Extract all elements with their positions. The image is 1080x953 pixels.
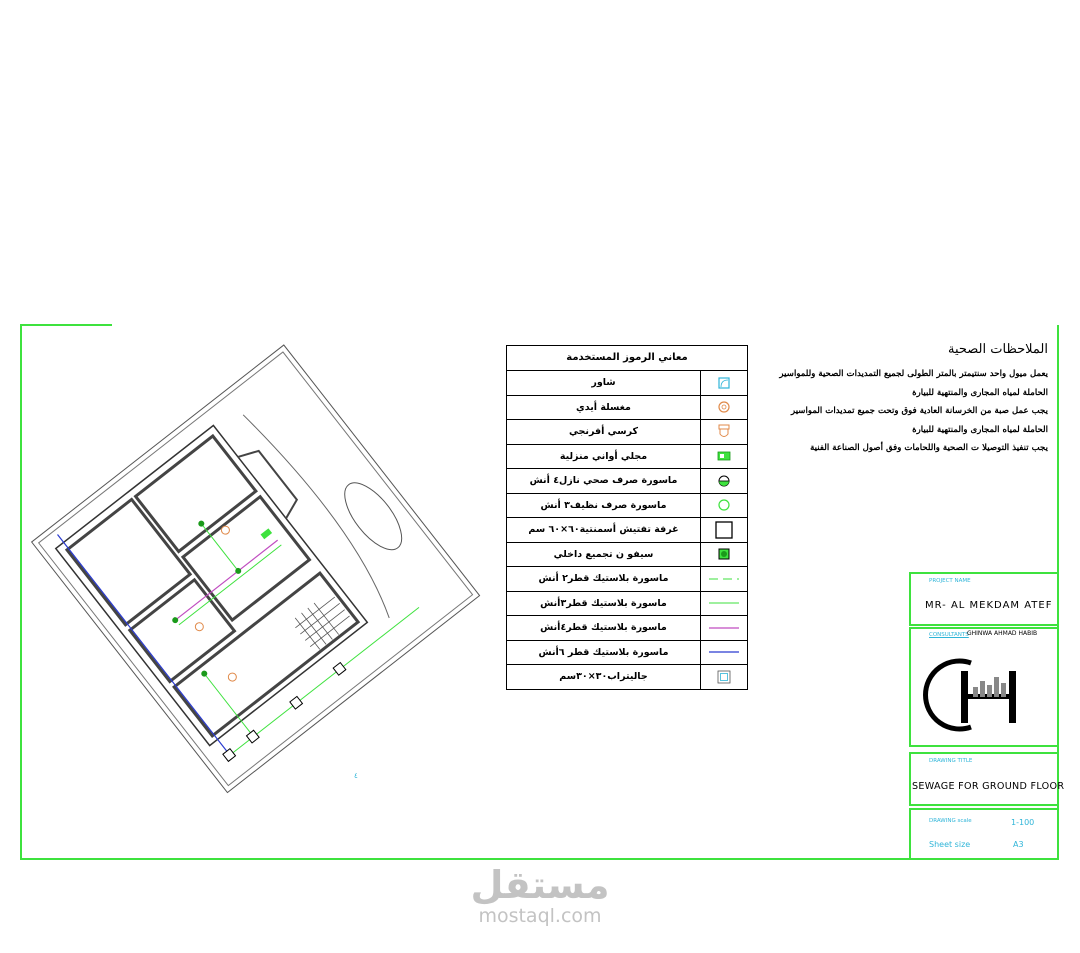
sheet-size-label: Sheet size: [929, 840, 971, 849]
legend-row: [507, 420, 747, 445]
shower-icon: [701, 371, 747, 395]
svg-text:٤: ٤: [354, 772, 358, 780]
pipe-2in-dashed-icon: [701, 567, 747, 591]
notes-title: الملاحظات الصحية: [947, 342, 1048, 357]
note-line: الحاملة لمياه المجارى والمنتهية للبيارة: [912, 387, 1048, 398]
legend-label: سيفو ن تجميع داخلي: [507, 543, 701, 567]
legend-row: [507, 592, 747, 617]
mostaql-watermark: [470, 864, 610, 926]
legend-label: ماسورة بلاستيك قطر٣أنش: [507, 592, 701, 616]
legend-label: ماسورة بلاستيك قطر٢ أنش: [507, 567, 701, 591]
drawing-scale: 1-100: [1011, 818, 1035, 827]
legend-label: مغسلة أيدي: [507, 396, 701, 420]
consultants-label: CONSULTANTS: [929, 632, 969, 638]
watermark-latin: mostaql.com: [478, 905, 602, 927]
clean-drain-pipe-icon: [701, 494, 747, 518]
project-name-box: [909, 572, 1059, 626]
gully-trap-icon: [701, 665, 747, 689]
legend-row: [507, 494, 747, 519]
note-line: يعمل ميول واحد سنتيمتر بالمتر الطولى لجميع التمديدات الصحية وللمواسير: [779, 369, 1048, 379]
legend-row: [507, 567, 747, 592]
sanitary-notes: [780, 342, 1048, 458]
legend-row: [507, 641, 747, 666]
note-line: الحاملة لمياه المجارى والمنتهية للبيارة: [912, 424, 1048, 435]
inspection-chamber-icon: [701, 518, 747, 542]
kitchen-sink-icon: [701, 445, 747, 469]
legend-label: غرفة تفتيش أسمنتية٦٠×٦٠ سم: [507, 518, 701, 542]
drawing-title-label: DRAWING TITLE: [929, 758, 973, 764]
drawing-title-box: [909, 752, 1065, 806]
legend-rows: [507, 371, 747, 689]
consultant-logo: [923, 657, 1033, 733]
legend-row: [507, 469, 747, 494]
sewage-down-pipe-icon: [701, 469, 747, 493]
legend-label: ماسورة بلاستيك قطر ٦أنش: [507, 641, 701, 665]
legend-label: ماسورة صرف نظيف٣ أنش: [507, 494, 701, 518]
legend-label: كرسي أفرنجي: [507, 420, 701, 444]
note-line: يجب تنفيذ التوصيلا ت الصحية واللحامات وفق أصول الصناعة الفنية: [810, 443, 1048, 454]
consultants-box: [909, 627, 1059, 747]
legend-label: شاور: [507, 371, 701, 395]
drawing-scale-label: DRAWING scale: [929, 818, 972, 824]
floor-trap-icon: [701, 543, 747, 567]
sheet-size: A3: [1013, 840, 1024, 849]
pipe-4in-magenta-icon: [701, 616, 747, 640]
pipe-6in-blue-icon: [701, 641, 747, 665]
floor-plan: [32, 345, 480, 793]
consultant-name: GHINWA AHMAD HABIB: [967, 630, 1038, 637]
scale-sheet-box: [909, 808, 1059, 860]
legend-label: مجلي أواني منزلية: [507, 445, 701, 469]
watermark-arabic: مستقل: [470, 863, 610, 907]
wash-basin-icon: [701, 396, 747, 420]
legend-label: جاليتراب٣٠×٣٠سم: [507, 665, 701, 689]
legend-row: [507, 445, 747, 470]
legend-title: معاني الرموز المستخدمة: [507, 346, 747, 371]
legend-row: [507, 371, 747, 396]
legend-label: ماسورة بلاستيك قطر٤أنش: [507, 616, 701, 640]
drawing-title: SEWAGE FOR GROUND FLOOR: [912, 781, 1065, 792]
legend-row: [507, 543, 747, 568]
note-line: يجب عمل صبة من الخرسانة العادية فوق وتحت جميع تمديدات المواسير: [790, 406, 1048, 417]
legend-row: [507, 396, 747, 421]
legend-row: [507, 665, 747, 689]
legend-label: ماسورة صرف صحي نازل٤ أنش: [507, 469, 701, 493]
project-name: MR- AL MEKDAM ATEF: [925, 600, 1053, 611]
pipe-3in-green-icon: [701, 592, 747, 616]
legend-row: [507, 616, 747, 641]
symbols-legend: [506, 345, 748, 690]
project-name-label: PROJECT NAME: [929, 578, 971, 584]
toilet-icon: [701, 420, 747, 444]
legend-row: [507, 518, 747, 543]
